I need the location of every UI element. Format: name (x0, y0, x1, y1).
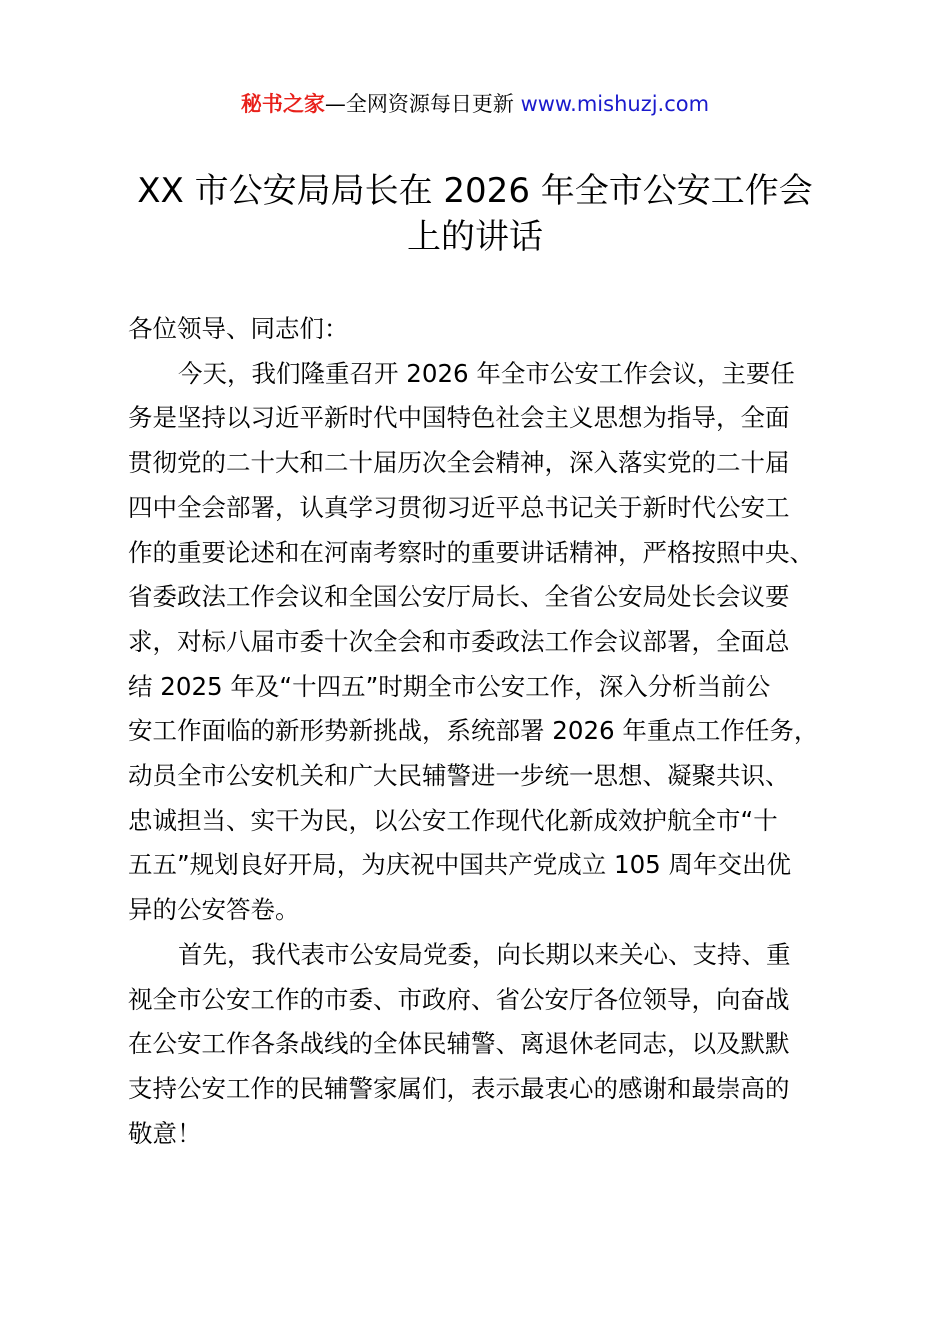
paragraph-line: 省委政法工作会议和全国公安厅局长、全省公安局处长会议要 (128, 582, 790, 612)
salutation: 各位领导、同志们： (128, 314, 349, 343)
paragraph-line: 首先，我代表市公安局党委，向长期以来关心、支持、重 (178, 939, 791, 969)
paragraph-line: 安工作面临的新形势新挑战，系统部署 2026 年重点工作任务， (128, 716, 819, 746)
document-body (128, 307, 868, 1156)
paragraph (128, 933, 868, 1157)
title-line-2: 上的讲话 (407, 217, 543, 257)
paragraph-line: 结 2025 年及“十四五”时期全市公安工作，深入分析当前公 (128, 671, 771, 701)
paragraph-line: 作的重要论述和在河南考察时的重要讲话精神，严格按照中央、 (128, 537, 814, 567)
paragraph-line: 五五”规划良好开局，为庆祝中国共产党成立 105 周年交出优 (128, 850, 792, 880)
paragraph-line: 求，对标八届市委十次全会和市委政法工作会议部署，全面总 (128, 626, 790, 656)
brand-name: 秘书之家 (240, 92, 325, 116)
paragraph-line: 忠诚担当、实干为民，以公安工作现代化新成效护航全市“十 (128, 805, 778, 835)
paragraph (128, 352, 868, 933)
paragraph-line: 务是坚持以习近平新时代中国特色社会主义思想为指导，全面 (128, 403, 790, 433)
paragraph-line: 今天，我们隆重召开 2026 年全市公安工作会议，主要任 (178, 358, 795, 388)
paragraph-line: 四中全会部署，认真学习贯彻习近平总书记关于新时代公安工 (128, 492, 790, 522)
paragraph-line: 异的公安答卷。 (128, 895, 300, 925)
paragraph-line: 视全市公安工作的市委、市政府、省公安厅各位领导，向奋战 (128, 984, 790, 1014)
site-url[interactable]: www.mishuzj.com (520, 92, 710, 116)
paragraph-line: 支持公安工作的民辅警家属们，表示最衷心的感谢和最崇高的 (128, 1073, 790, 1103)
paragraph-line: 在公安工作各条战线的全体民辅警、离退休老同志，以及默默 (128, 1029, 790, 1059)
paragraph-line: 敬意！ (128, 1118, 202, 1148)
title-line-1: XX 市公安局局长在 2026 年全市公安工作会 (137, 171, 813, 211)
document-title (100, 168, 850, 260)
paragraph-line: 贯彻党的二十大和二十届历次全会精神，深入落实党的二十届 (128, 448, 790, 478)
site-banner (0, 88, 950, 120)
paragraph-line: 动员全市公安机关和广大民辅警进一步统一思想、凝聚共识、 (128, 761, 790, 791)
banner-tagline: —全网资源每日更新 (324, 92, 521, 116)
